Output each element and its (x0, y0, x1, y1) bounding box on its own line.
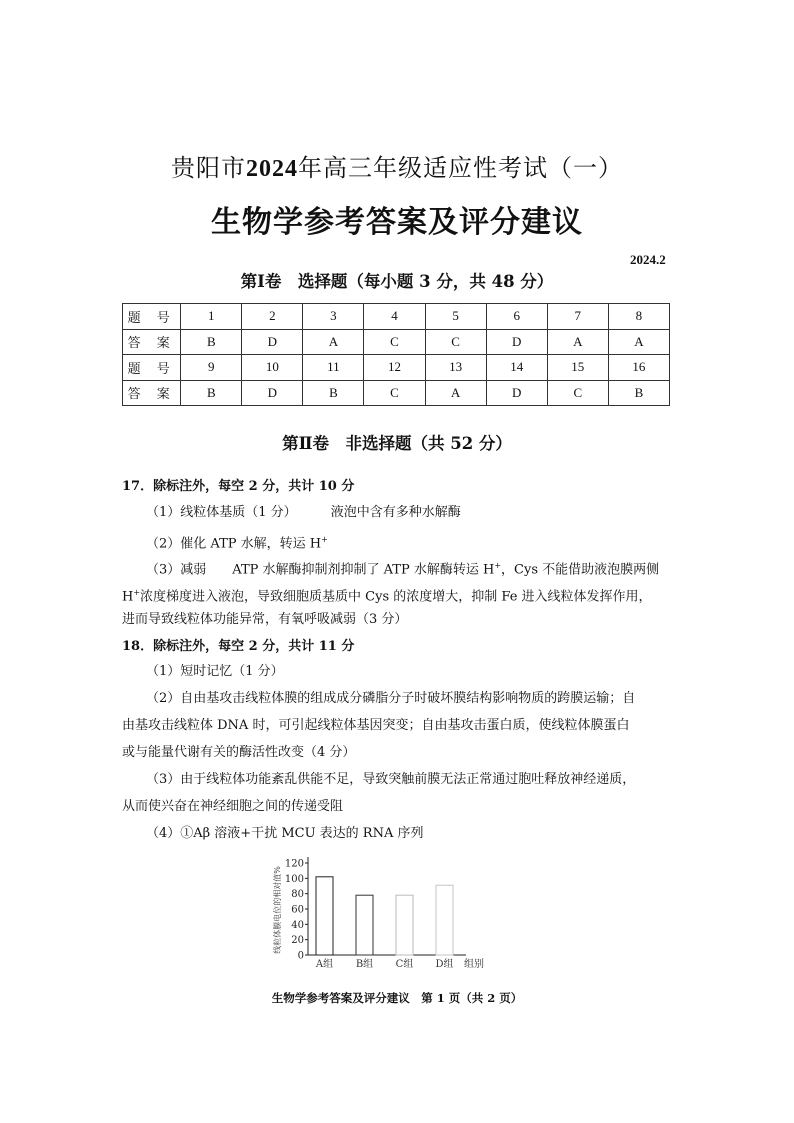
question-number: 11 (303, 355, 364, 381)
answer-cell: B (608, 380, 669, 406)
answer-cell: C (547, 380, 608, 406)
question-number: 6 (486, 304, 547, 330)
row-label: 答 案 (123, 380, 181, 406)
answer-cell: B (303, 380, 364, 406)
chart-x-labels (315, 958, 454, 970)
table-row (123, 304, 670, 330)
question-number: 14 (486, 355, 547, 381)
answer-cell: C (425, 329, 486, 355)
question-number: 3 (303, 304, 364, 330)
q18-line5: （3）由于线粒体功能紊乱供能不足，导致突触前膜无法正常通过胞吐释放神经递质， (146, 772, 636, 787)
answer-cell: C (364, 329, 425, 355)
y-tick-label: 80 (291, 889, 304, 901)
bar (356, 895, 373, 955)
answer-cell: D (242, 380, 303, 406)
q17-line2: （2）催化 ATP 水解，转运 H+ (146, 535, 328, 552)
exam-title: 贵阳市2024年高三年级适应性考试（一） (171, 154, 623, 182)
answer-cell: D (242, 329, 303, 355)
y-tick-label: 0 (297, 950, 304, 962)
table-row (123, 329, 670, 355)
x-tick-label: A组 (315, 959, 334, 970)
y-tick-label: 120 (284, 858, 304, 870)
q17-line4: H+浓度梯度进入液泡，导致细胞质基质中 Cys 的浓度增大，抑制 Fe 进入线粒体发挥作用， (122, 588, 652, 605)
question-number: 2 (242, 304, 303, 330)
question-number: 9 (181, 355, 242, 381)
q18-line6: 从而使兴奋在神经细胞之间的传递受阻 (122, 799, 344, 814)
answer-cell: A (547, 329, 608, 355)
question-number: 10 (242, 355, 303, 381)
chart-ylabel: 线粒体膜电位的相对值% (273, 866, 282, 954)
q17-heading: 17．除标注外，每空 2 分，共计 10 分 (122, 479, 355, 494)
row-label: 题 号 (123, 304, 181, 330)
chart-y-ticks (285, 859, 308, 962)
y-tick-label: 60 (291, 904, 304, 916)
answer-cell: A (608, 329, 669, 355)
document-date: 2024.2 (630, 252, 666, 267)
question-number: 4 (364, 304, 425, 330)
x-tick-label: C组 (395, 959, 414, 970)
table-row (123, 380, 670, 406)
q18-line3: 由基攻击线粒体 DNA 时，可引起线粒体基因突变；自由基攻击蛋白质，使线粒体膜蛋白 (122, 718, 630, 733)
bar-chart (266, 848, 506, 973)
question-number: 12 (364, 355, 425, 381)
answer-cell: C (364, 380, 425, 406)
answer-table (122, 303, 670, 406)
bar (316, 877, 333, 955)
chart-axes (308, 857, 466, 955)
row-label: 答 案 (123, 329, 181, 355)
question-number: 13 (425, 355, 486, 381)
q17-line5: 进而导致线粒体功能异常，有氧呼吸减弱（3 分） (122, 612, 408, 627)
part1-title: 第Ⅰ卷 选择题（每小题 3 分，共 48 分） (240, 272, 554, 291)
q18-line4: 或与能量代谢有关的酶活性改变（4 分） (122, 745, 356, 760)
answer-cell: D (486, 329, 547, 355)
y-tick-label: 100 (284, 873, 304, 885)
q18-line1: （1）短时记忆（1 分） (146, 664, 284, 679)
q17-line3: （3）减弱 ATP 水解酶抑制剂抑制了 ATP 水解酶转运 H+，Cys 不能借助液泡膜两侧 (146, 561, 660, 578)
question-number: 16 (608, 355, 669, 381)
question-number: 15 (547, 355, 608, 381)
answer-cell: B (181, 329, 242, 355)
question-number: 7 (547, 304, 608, 330)
document-subtitle: 生物学参考答案及评分建议 (211, 205, 583, 240)
q18-line2: （2）自由基攻击线粒体膜的组成成分磷脂分子时破坏膜结构影响物质的跨膜运输；自 (146, 691, 636, 706)
answer-cell: A (303, 329, 364, 355)
q18-line7: （4）①Aβ 溶液+干扰 MCU 表达的 RNA 序列 (146, 826, 424, 841)
question-number: 1 (181, 304, 242, 330)
answer-cell: D (486, 380, 547, 406)
row-label: 题 号 (123, 355, 181, 381)
x-tick-label: B组 (355, 959, 374, 970)
answer-cell: B (181, 380, 242, 406)
chart-xlabel: 组别 (464, 959, 484, 970)
q17-line1: （1）线粒体基质（1 分） 液泡中含有多种水解酶 (146, 505, 461, 520)
part2-title: 第Ⅱ卷 非选择题（共 52 分） (282, 434, 512, 453)
question-number: 8 (608, 304, 669, 330)
chart-bars (316, 877, 453, 955)
page-footer: 生物学参考答案及评分建议 第 1 页（共 2 页） (271, 991, 523, 1005)
q18-heading: 18．除标注外，每空 2 分，共计 11 分 (122, 639, 355, 654)
y-tick-label: 40 (291, 919, 304, 931)
answer-cell: A (425, 380, 486, 406)
x-tick-label: D组 (435, 959, 454, 970)
bar (436, 885, 453, 955)
question-number: 5 (425, 304, 486, 330)
bar (396, 895, 413, 955)
y-tick-label: 20 (291, 935, 304, 947)
table-row (123, 355, 670, 381)
